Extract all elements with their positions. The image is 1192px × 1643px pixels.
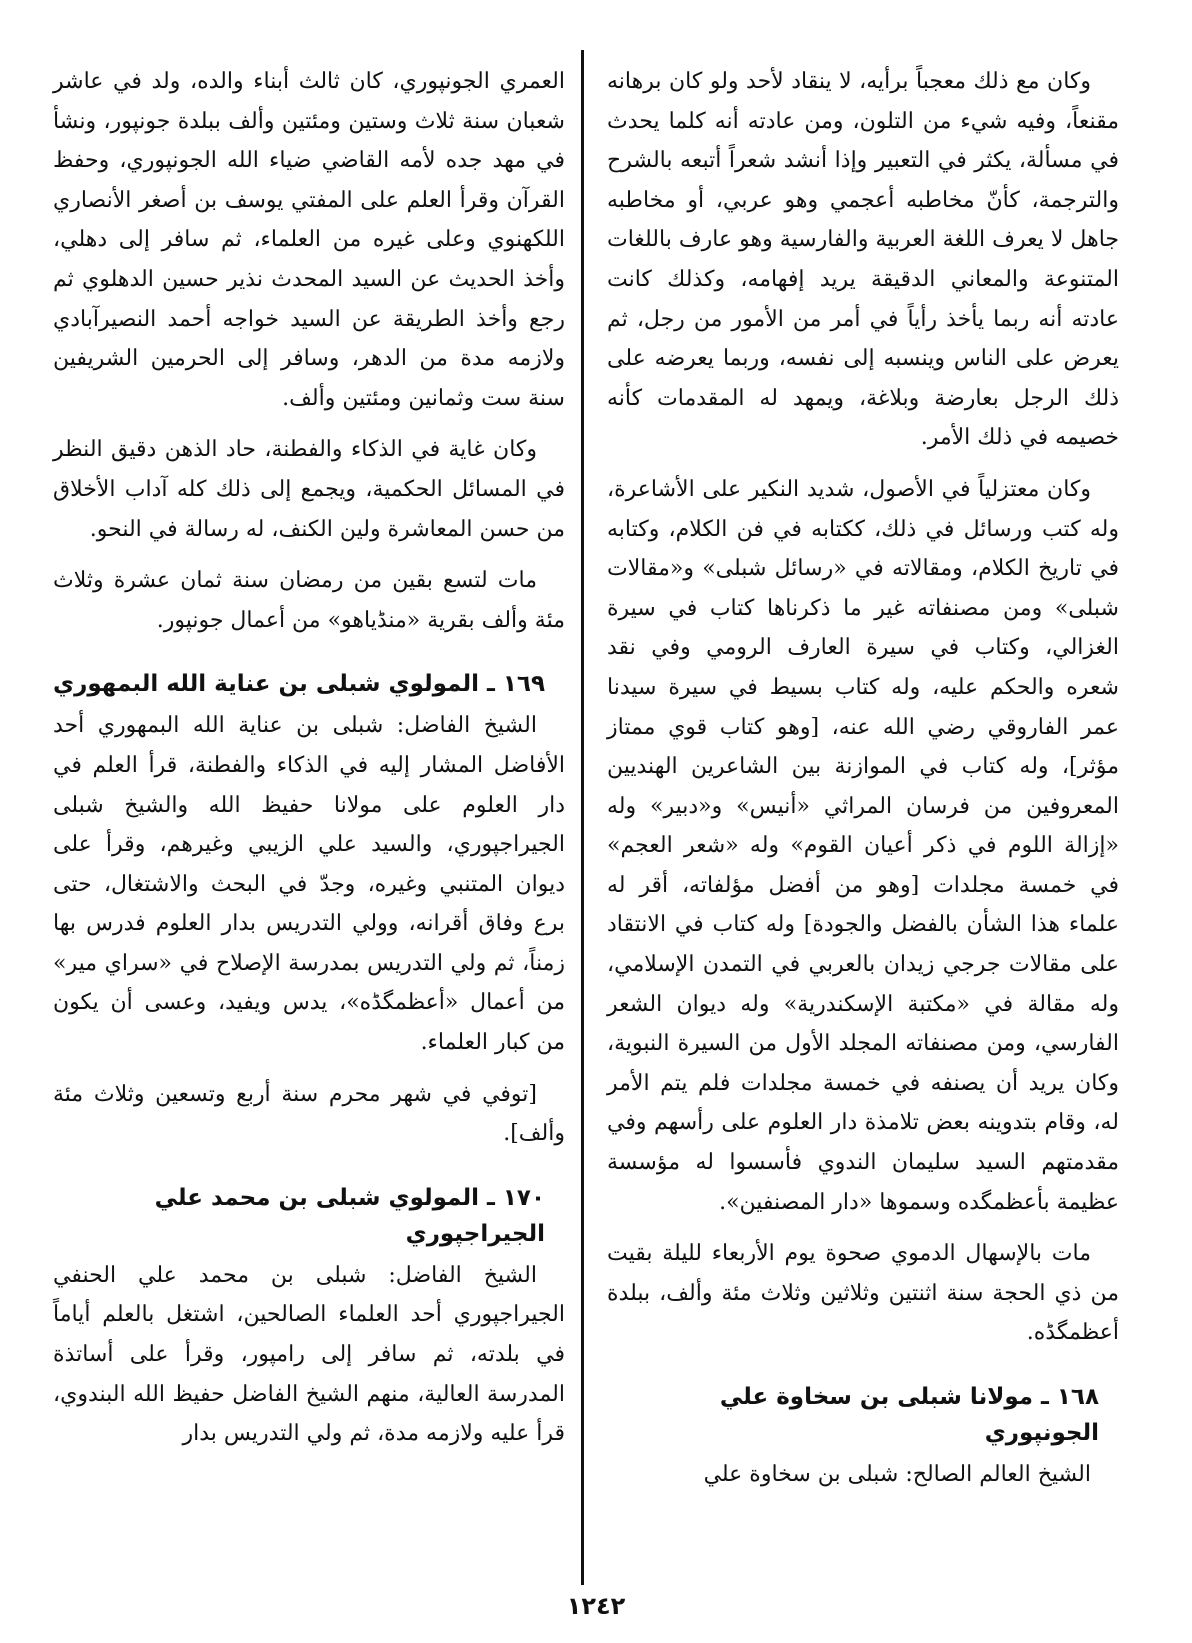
paragraph-opinion: وكان مع ذلك معجباً برأيه، لا ينقاد لأحد ولو كان برهانه مقنعاً، وفيه شيء من التلون، ومن عادته أنه كلما يحدث في مسألة، يكثر في التعبير وإذا أنشد شعراً أتبعه بالشرح والترجمة، كأنّ مخاطبه أعجمي وهو عربي، أو مخاطبه جاهل لا يعرف اللغة العربية والفارسية وهو عارف باللغات المتنوعة والمعاني الدقيقة يريد إفهامه، وكذلك كانت عادته أنه ربما يأخذ رأياً في أمر من الأمور من رجل، ثم يعرض على الناس وينسبه إلى نفسه، وربما يعرضه على ذلك الرجل بعارضة وبلاغة، ويمهد له المقدمات كأنه خصيمه في ذلك الأمر. — [607, 69, 1119, 451]
paragraph-death: مات بالإسهال الدموي صحوة يوم الأربعاء لليلة بقيت من ذي الحجة سنة اثنتين وثلاثين وثلاث مئة وألف، ببلدة أعظمگڈه. — [607, 1241, 1119, 1346]
entry-169-death: [توفي في شهر محرم سنة أربع وتسعين وثلاث مئة وألف]. — [53, 1081, 565, 1147]
left-column — [53, 62, 565, 1454]
entry-168-death: مات لتسع بقين من رمضان سنة ثمان عشرة وثلاث مئة وألف بقرية «منڈياهو» من أعمال جونپور. — [53, 568, 565, 633]
entry-heading-168: ١٦٨ ـ مولانا شبلى بن سخاوة علي الجونپوري — [719, 1384, 1099, 1446]
entry-170-biography: الشيخ الفاضل: شبلى بن محمد علي الحنفي الجيراجپوري أحد العلماء الصالحين، اشتغل بالعلم أياماً في بلدته، ثم سافر إلى رامپور، وقرأ على أساتذة المدرسة العالية، منهم الشيخ الفاضل حفيظ الله البندوي، قرأ عليه ولازمه مدة، ثم ولي التدريس بدار — [53, 1262, 565, 1447]
entry-168-biography: العمري الجونپوري، كان ثالث أبناء والده، ولد في عاشر شعبان سنة ثلاث وستين ومئتين وألف ببلدة جونپور، ونشأ في مهد جده لأمه القاضي ضياء الله الجونپوري، وحفظ القرآن وقرأ العلم على المفتي يوسف بن أصغر الأنصاري اللكهنوي وعلى غيره من العلماء، ثم سافر إلى دهلي، وأخذ الحديث عن السيد المحدث نذير حسين الدهلوي ثم رجع وأخذ الطريقة عن السيد خواجه أحمد النصيرآبادي ولازمه مدة من الدهر، وسافر إلى الحرمين الشريفين سنة ست وثمانين ومئتين وألف. — [53, 69, 565, 411]
entry-168-opening: الشيخ العالم الصالح: شبلى بن سخاوة علي — [703, 1462, 1091, 1487]
entry-heading-170: ١٧٠ ـ المولوي شبلى بن محمد علي الجيراجپوري — [154, 1184, 545, 1247]
entry-heading-169: ١٦٩ ـ المولوي شبلى بن عناية الله البمهوري — [53, 671, 545, 698]
entry-168-character: وكان غاية في الذكاء والفطنة، حاد الذهن دقيق النظر في المسائل الحكمية، ويجمع إلى ذلك كله آداب الأخلاق من حسن المعاشرة ولين الكنف، له رسالة في النحو. — [53, 437, 565, 542]
entry-169-biography: الشيخ الفاضل: شبلى بن عناية الله البمهوري أحد الأفاضل المشار إليه في الذكاء والفطنة، قرأ العلم في دار العلوم على مولانا حفيظ الله والشيخ شبلى الجيراجپوري، والسيد علي الزيبي وغيرهم، وقرأ على ديوان المتنبي وغيره، وجدّ في البحث والاشتغال، حتى برع وفاق أقرانه، وولي التدريس بدار العلوم فدرس بها زمناً، ثم ولي التدريس بمدرسة الإصلاح في «سراي مير» من أعمال «أعظمگڈه»، يدس ويفيد، وعسى أن يكون من كبار العلماء. — [53, 713, 565, 1056]
page-number: ١٢٤٢ — [566, 1592, 626, 1620]
right-column — [607, 62, 1119, 1495]
column-divider — [581, 50, 584, 1585]
paragraph-works: وكان معتزلياً في الأصول، شديد النكير على الأشاعرة، وله كتب ورسائل في ذلك، ككتابه في فن الكلام، وكتابه في تاريخ الكلام، ومقالاته في «رسائل شبلى» و«مقالات شبلى» ومن مصنفاته غير ما ذكرناها كتاب في سيرة الغزالي، وكتاب في سيرة العارف الرومي وفي نقد شعره والحكم عليه، وله كتاب بسيط في سيرة سيدنا عمر الفاروقي رضي الله عنه، [وهو كتاب قوي ممتاز مؤثر]، وله كتاب في الموازنة بين الشاعرين الهنديين المعروفين من فرسان المراثي «أنيس» و«دبير» وله «إزالة اللوم في ذكر أعيان القوم» وله «شعر العجم» في خمسة مجلدات [وهو من أفضل مؤلفاته، أقر له علماء هذا الشأن بالفضل والجودة] وله كتاب في الانتقاد على مقالات جرجي زيدان بالعربي في التمدن الإسلامي، وله مقالة في «مكتبة الإسكندرية» وله ديوان الشعر الفارسي، ومن مصنفاته المجلد الأول من السيرة النبوية، وكان يريد أن يصنفه في خمسة مجلدات فلم يتم الأمر له، وقام بتدوينه بعض تلامذة دار العلوم على رأسهم وفي مقدمتهم السيد سليمان الندوي فأسسوا له مؤسسة عظيمة بأعظمگده وسموها «دار المصنفين». — [607, 476, 1119, 1215]
